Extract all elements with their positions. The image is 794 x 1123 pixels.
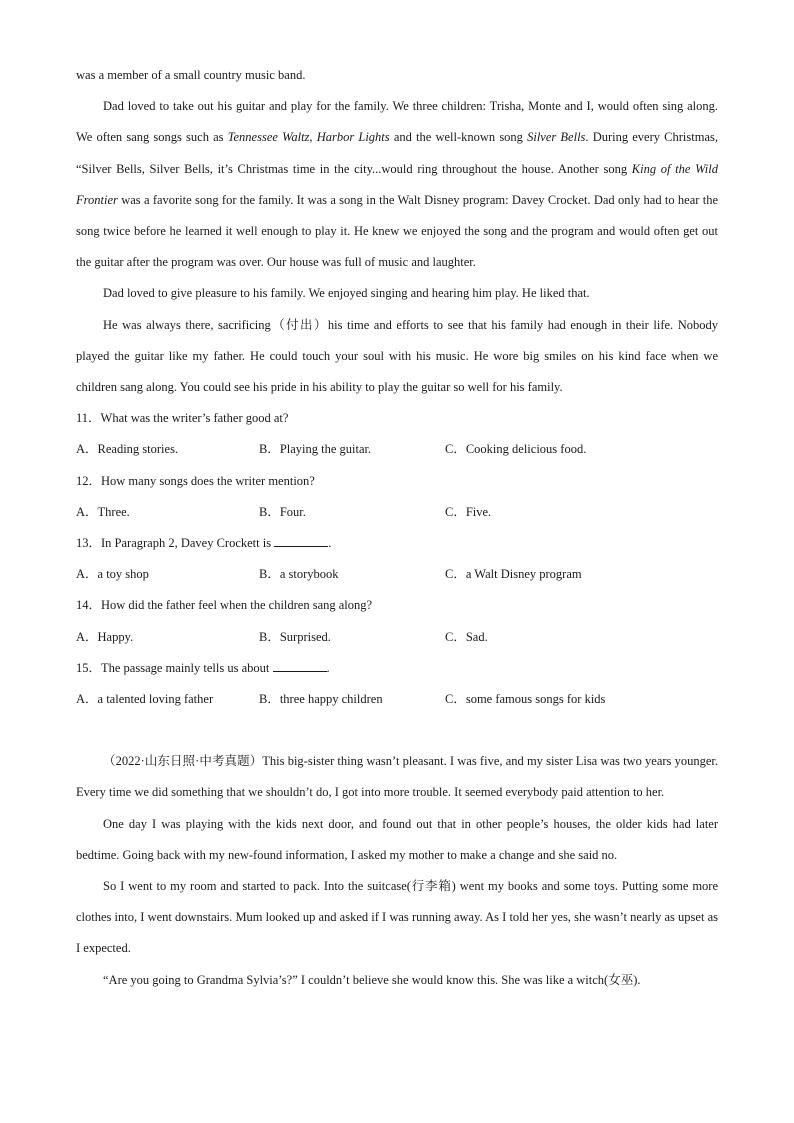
option-c: C．some famous songs for kids [445,692,606,707]
option-c: C．Sad. [445,629,488,644]
passage1-line0: was a member of a small country music band. [76,68,306,82]
question-stem: 13．In Paragraph 2, Davey Crockett is . [76,536,332,551]
answer-blank [274,535,328,547]
question-15 [76,653,718,715]
question-options [76,497,718,528]
option-a: A．Happy. [76,629,134,644]
song-title: Harbor Lights [316,130,390,145]
option-a: A．a toy shop [76,567,149,582]
passage2-paragraph-3: So I went to my room and started to pack. Into the suitcase(行李箱) went my books and some toys. Putting some more clothes into, I went downstairs. Mum looked up and asked if I was running away. As I told her yes, she wasn’t nearly as upset as I expected. [76,879,718,956]
question-12 [76,466,718,528]
song-title: Silver Bells [527,130,586,145]
option-b: B．Four. [259,504,306,519]
source-tag: （2022·山东日照·中考真题） [103,754,263,769]
question-stem: 11．What was the writer’s father good at? [76,411,289,426]
question-14 [76,590,718,652]
option-a: A．Reading stories. [76,442,179,457]
song-title: King of the Wild Frontier [76,161,718,207]
question-options [76,559,718,590]
passage1-paragraph-1: Dad loved to take out his guitar and play for the family. We three children: Trisha, Monte and I, would often sing along. We often sang songs such as Tennessee Waltz, Harbor Lights and the well-known song Silver Bells. During every Christmas, “Silver Bells, Silver Bells, it’s Christmas time in the city...would ring throughout the house. Another song King of the Wild Frontier was a favorite song for the family. It was a song in the Walt Disney program: Davey Crocket. Dad only had to hear the song twice before he learned it well enough to play it. He knew we enjoyed the song and the program and would often get out the guitar after the program was over. Our house was full of music and laughter. [76,99,718,270]
passage1-paragraph-3: He was always there, sacrificing（付出）his time and efforts to see that his family had enough in their life. Nobody played the guitar like my father. He could touch your soul with his music. He wore big smiles on his kind face when we children sang along. You could see his pride in his ability to play the guitar so well for his family. [76,317,718,395]
question-options [76,434,718,465]
option-a: A．a talented loving father [76,692,214,707]
answer-blank [273,660,327,672]
question-options [76,622,718,653]
question-11 [76,403,718,465]
passage2-paragraph-2: One day I was playing with the kids next door, and found out that in other people’s houses, the older kids had later bedtime. Going back with my new-found information, I asked my mother to make a change and she said no. [76,816,718,862]
passage1-paragraph-2: Dad loved to give pleasure to his family. We enjoyed singing and hearing him play. He liked that. [103,286,590,301]
option-a: A．Three. [76,504,130,519]
option-b: B．Playing the guitar. [259,442,372,457]
question-options [76,684,718,715]
option-b: B．three happy children [259,692,383,707]
section-gap [76,715,718,746]
option-c: C．Five. [445,504,492,519]
passage2-paragraph-1: （2022·山东日照·中考真题）This big-sister thing wasn’t pleasant. I was five, and my sister Lisa was two years younger. Every time we did something that we shouldn’t do, I got into more trouble. It seemed everybody paid attention to her. [76,754,719,800]
song-title: Tennessee Waltz [227,130,310,145]
document-page [76,60,718,996]
question-stem: 15．The passage mainly tells us about . [76,660,330,675]
question-stem: 12．How many songs does the writer mention? [76,473,315,488]
passage2-paragraph-4: “Are you going to Grandma Sylvia’s?” I couldn’t believe she would know this. She was like a witch(女巫). [103,972,641,987]
option-c: C．Cooking delicious food. [445,442,587,457]
option-c: C．a Walt Disney program [445,567,582,582]
question-stem: 14．How did the father feel when the children sang along? [76,598,373,613]
option-b: B．a storybook [259,567,339,582]
option-b: B．Surprised. [259,629,331,644]
question-13 [76,528,718,590]
